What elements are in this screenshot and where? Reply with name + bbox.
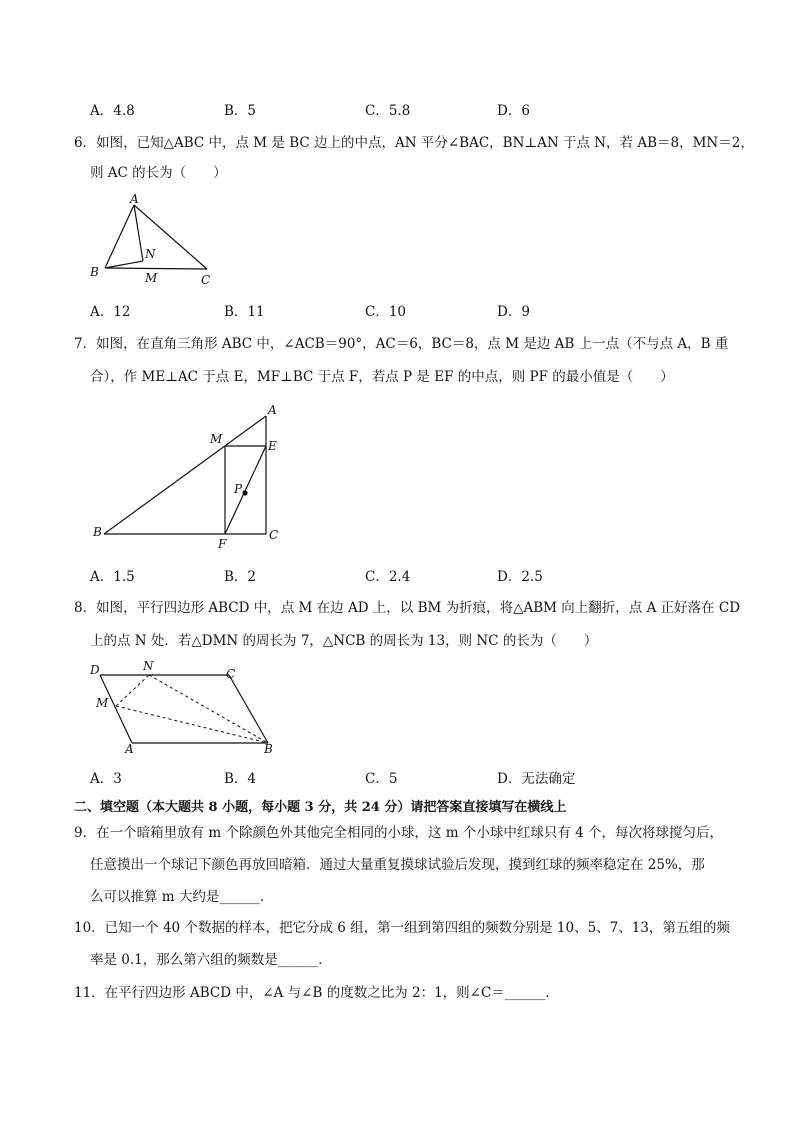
q8-option-a: A．3 bbox=[90, 771, 122, 787]
q8-option-d: D．无法确定 bbox=[497, 771, 576, 787]
q6-label-c: C bbox=[201, 273, 211, 287]
q10-stem-line2: 率是 0.1，那么第六组的频数是______． bbox=[90, 952, 332, 968]
q6-segment-bc bbox=[105, 268, 207, 269]
q7-label-a: A bbox=[268, 403, 277, 417]
q7-label-f: F bbox=[218, 537, 227, 551]
q9-stem-line2: 任意摸出一个球记下颜色再放回暗箱．通过大量重复摸球试验后发现，摸到红球的频率稳定在 25%，那 bbox=[90, 857, 705, 873]
q8-segment-cb bbox=[229, 675, 268, 743]
q8-label-m: M bbox=[96, 696, 109, 710]
q9-stem-line3: 么可以推算 m 大约是______． bbox=[90, 889, 274, 905]
q6-segment-bn bbox=[105, 261, 143, 268]
q7-option-d: D．2.5 bbox=[497, 569, 543, 585]
q6-label-a: A bbox=[130, 192, 139, 206]
q6-label-b: B bbox=[90, 265, 99, 279]
q5-option-c: C．5.8 bbox=[365, 103, 411, 119]
q7-segment-ab bbox=[104, 416, 266, 534]
q7-label-c: C bbox=[269, 528, 279, 542]
q5-option-d: D．6 bbox=[497, 103, 530, 119]
q8-figure bbox=[88, 658, 288, 758]
q6-label-n: N bbox=[145, 247, 156, 261]
q8-option-b: B．4 bbox=[224, 771, 257, 787]
q7-option-c: C．2.4 bbox=[365, 569, 411, 585]
q8-label-b: B bbox=[264, 742, 273, 756]
q8-label-c: C bbox=[226, 667, 236, 681]
q7-figure bbox=[90, 398, 290, 553]
q10-stem-line1: 10．已知一个 40 个数据的样本，把它分成 6 组，第一组到第四组的频数分别是 10、5、7、13，第五组的频 bbox=[74, 920, 730, 936]
q8-label-a: A bbox=[125, 742, 134, 756]
q6-segment-ab bbox=[105, 205, 134, 268]
q8-options bbox=[90, 769, 650, 789]
q6-options bbox=[90, 302, 650, 322]
q8-label-n: N bbox=[143, 659, 154, 673]
q8-stem-line2: 上的点 N 处．若△DMN 的周长为 7，△NCB 的周长为 13，则 NC 的长为（ ） bbox=[90, 633, 598, 649]
q7-option-a: A．1.5 bbox=[90, 569, 135, 585]
q8-segment-nb bbox=[149, 675, 268, 743]
q7-label-b: B bbox=[93, 525, 102, 539]
q7-options bbox=[90, 567, 650, 587]
q5-options bbox=[90, 101, 650, 121]
q8-label-d: D bbox=[90, 663, 100, 677]
q9-stem-line1: 9．在一个暗箱里放有 m 个除颜色外其他完全相同的小球，这 m 个小球中红球只有 4 个，每次将球搅匀后， bbox=[74, 825, 724, 841]
q6-label-m: M bbox=[145, 271, 158, 285]
q7-label-e: E bbox=[268, 439, 277, 453]
q6-segment-an bbox=[134, 205, 143, 261]
q6-figure bbox=[85, 192, 220, 292]
q7-point-p bbox=[242, 490, 247, 495]
q6-option-b: B．11 bbox=[224, 304, 265, 320]
q8-segment-mn bbox=[116, 675, 149, 706]
q7-label-m: M bbox=[210, 432, 223, 446]
q7-stem-line1: 7．如图，在直角三角形 ABC 中，∠ACB＝90°，AC＝6，BC＝8，点 M 是边 AB 上一点（不与点 A，B 重 bbox=[74, 336, 729, 352]
q7-stem-line2: 合），作 ME⊥AC 于点 E，MF⊥BC 于点 F，若点 P 是 EF 的中点，则 PF 的最小值是（ ） bbox=[90, 369, 674, 385]
q6-option-c: C．10 bbox=[365, 304, 407, 320]
q7-label-p: P bbox=[234, 482, 243, 496]
q5-option-b: B．5 bbox=[224, 103, 257, 119]
q8-stem-line1: 8．如图，平行四边形 ABCD 中，点 M 在边 AD 上，以 BM 为折痕，将△ABM 向上翻折，点 A 正好落在 CD bbox=[74, 600, 741, 616]
q6-stem-line1: 6．如图，已知△ABC 中，点 M 是 BC 边上的中点，AN 平分∠BAC，BN⊥AN 于点 N，若 AB＝8，MN＝2， bbox=[74, 135, 754, 151]
q8-segment-mb bbox=[116, 706, 268, 743]
q6-option-d: D．9 bbox=[497, 304, 530, 320]
q5-option-a: A．4.8 bbox=[90, 103, 135, 119]
q11-stem-line1: 11．在平行四边形 ABCD 中，∠A 与∠B 的度数之比为 2：1，则∠C＝______． bbox=[74, 985, 559, 1001]
q7-segment-ef bbox=[225, 446, 266, 534]
q6-stem-line2: 则 AC 的长为（ ） bbox=[90, 165, 227, 181]
q6-option-a: A．12 bbox=[90, 304, 131, 320]
section2-heading: 二、填空题（本大题共 8 小题，每小题 3 分，共 24 分）请把答案直接填写在横线上 bbox=[74, 800, 567, 815]
q8-option-c: C．5 bbox=[365, 771, 398, 787]
q7-option-b: B．2 bbox=[224, 569, 257, 585]
